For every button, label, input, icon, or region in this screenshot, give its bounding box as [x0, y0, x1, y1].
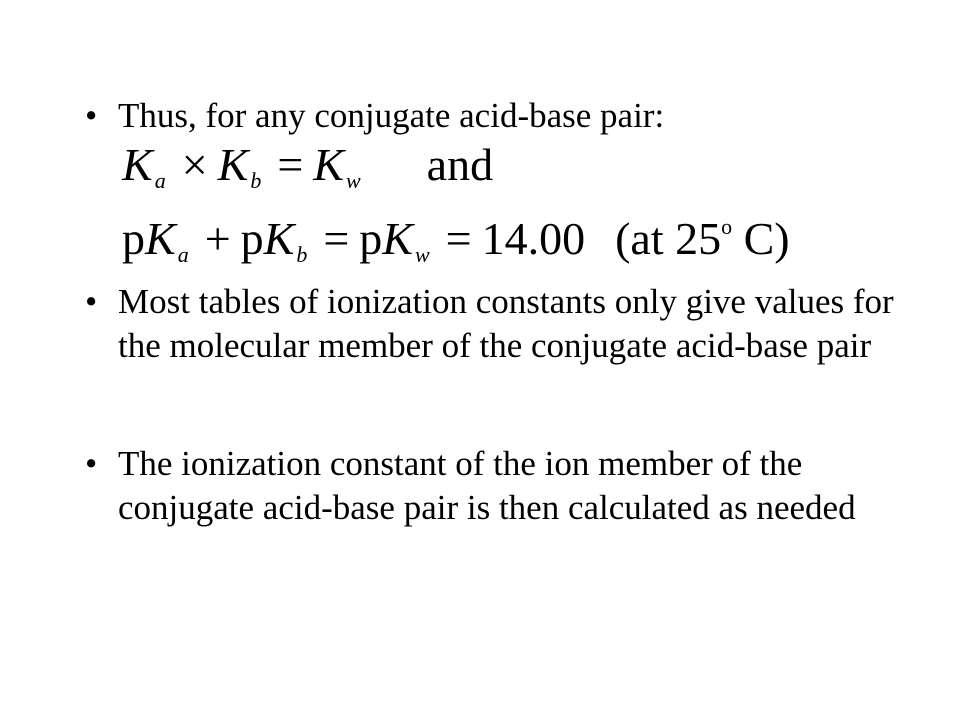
bullet-marker: • — [85, 96, 98, 135]
and-word: and — [426, 139, 494, 190]
bullet-text: Most tables of ionization constants only give values for the molecular member of the conjugate acid-base pair — [118, 282, 894, 365]
pkw-value: 14.00 — [481, 213, 586, 264]
equation-ka-kb-kw: $K_a \times K_b = K_w$ and — [122, 139, 494, 193]
bullet-text: Thus, for any conjugate acid-base pair: — [118, 96, 665, 135]
equation-pka-pkb-pkw: $pK_a + pK_b = pK_w = 14.00$ (at 25$^o$ C) — [122, 213, 790, 267]
bullet-text: The ionization constant of the ion member of the conjugate acid-base pair is then calculated as needed — [118, 444, 856, 527]
bullet-marker: • — [85, 282, 98, 321]
bullet-marker: • — [85, 444, 98, 483]
temperature-condition: (at 25$^o$ C) — [615, 213, 790, 264]
